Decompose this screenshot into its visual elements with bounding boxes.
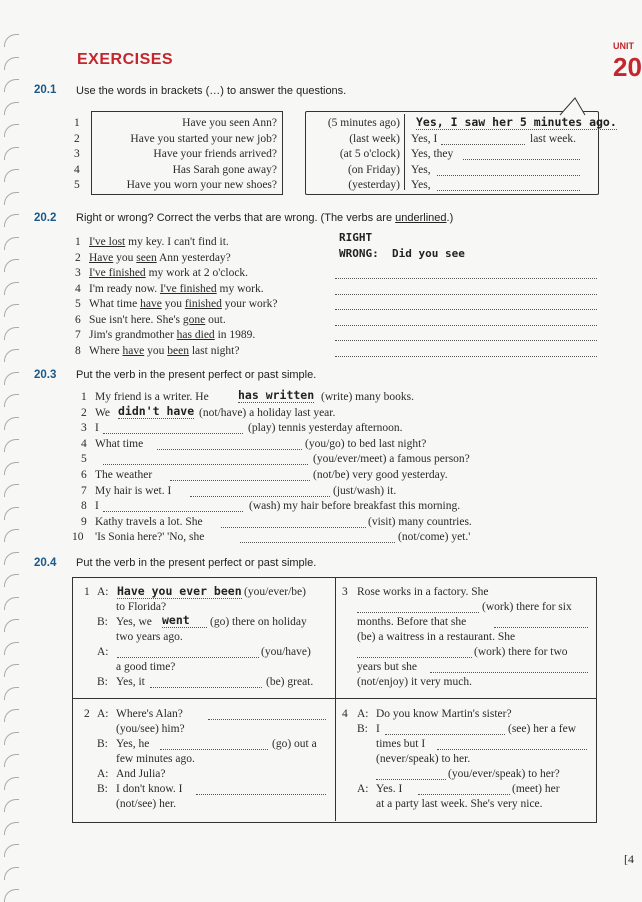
sentence-text: Jim's grandmother: [89, 329, 177, 341]
dialogue-text: (see) her a few: [508, 723, 576, 735]
ring-icon: [4, 844, 19, 857]
sentence-text: last night?: [188, 344, 240, 357]
dialogue-text: times but I: [376, 738, 426, 750]
sentence-text: Ann yesterday?: [156, 251, 231, 264]
item-number: 3: [75, 267, 81, 279]
ring-icon: [4, 439, 19, 452]
dialogue-number: 2: [84, 708, 90, 720]
correction: Did you see: [392, 247, 465, 260]
unit-number: 20: [613, 52, 642, 82]
section-instruction: [76, 212, 453, 224]
dialogue-number: 4: [342, 708, 348, 720]
answer-blank[interactable]: [441, 144, 525, 145]
ring-icon: [4, 417, 19, 430]
sentence-start: My friend is a writer. He: [95, 391, 209, 403]
handwritten-answer: didn't have: [118, 403, 195, 418]
ring-icon: [4, 732, 19, 745]
verb-prompt: (write) many books.: [321, 391, 414, 403]
sentence: [89, 329, 255, 341]
answer-blank[interactable]: [157, 449, 302, 450]
dialogue-text: (you/have): [261, 646, 311, 658]
verb-prompt: (visit) many countries.: [368, 515, 472, 528]
underlined-verb: Have: [89, 251, 114, 264]
grid-divider-horizontal: [72, 698, 596, 699]
dialogue-text: (work) there for six: [482, 601, 572, 613]
answer-prompt: Yes,: [411, 163, 431, 176]
sentence: [89, 267, 248, 279]
ring-icon: [4, 282, 19, 295]
dialogue-text: Yes, we: [116, 616, 152, 628]
ring-icon: [4, 597, 19, 610]
ring-icon: [4, 777, 19, 790]
speaker-b: B:: [97, 676, 108, 688]
item-number: 5: [75, 298, 81, 310]
speaker-a: A:: [97, 708, 109, 720]
verb-prompt: (not/be) very good yesterday.: [313, 469, 448, 481]
answer-blank[interactable]: [437, 190, 580, 191]
sentence-text: out.: [205, 313, 226, 326]
answer-blank[interactable]: [430, 672, 588, 673]
ring-icon: [4, 147, 19, 160]
answer-blank[interactable]: [335, 356, 597, 357]
sentence-text: my work.: [216, 282, 264, 295]
sentence-text: Where: [89, 344, 123, 357]
item-number: 7: [81, 484, 87, 497]
answer-blank[interactable]: [103, 464, 308, 465]
ring-icon: [4, 192, 19, 205]
item-number: 1: [74, 117, 80, 129]
ring-icon: [4, 484, 19, 497]
section-instruction: Use the words in brackets (…) to answer the questions.: [76, 85, 347, 97]
verb-prompt: (wash) my hair before breakfast this morning.: [249, 500, 461, 513]
answer-blank[interactable]: [335, 309, 597, 310]
sentence: [89, 314, 226, 326]
sentence-text: Sue isn't here. She's: [89, 313, 183, 326]
ring-icon: [4, 57, 19, 70]
dialogue-text: few minutes ago.: [116, 753, 195, 765]
item-number: 6: [75, 313, 81, 326]
instruction-text-end: .): [446, 212, 454, 224]
dialogue-text: two years ago.: [116, 631, 183, 643]
ring-icon: [4, 664, 19, 677]
item-number: 5: [74, 179, 80, 191]
ring-icon: [4, 79, 19, 92]
answer-prompt: Yes, they: [411, 148, 454, 160]
speaker-a: A:: [357, 708, 369, 720]
section-instruction: Put the verb in the present perfect or past simple.: [76, 557, 317, 569]
ring-icon: [4, 102, 19, 115]
item-number: 4: [75, 282, 81, 295]
dialogue-text: I: [376, 723, 380, 735]
sentence-start: We: [95, 406, 111, 419]
dialogue-text: (not/enjoy) it very much.: [357, 676, 472, 688]
ring-icon: [4, 327, 19, 340]
dialogue-number: 1: [84, 586, 90, 598]
dialogue-text: years but she: [357, 661, 418, 673]
dialogue-text: (you/ever/be): [244, 586, 306, 598]
dialogue-text: (go) there on holiday: [210, 616, 307, 628]
underlined-verb: have: [122, 344, 145, 357]
dialogue-text: Yes, it: [116, 676, 145, 688]
section-instruction: Put the verb in the present perfect or past simple.: [76, 369, 317, 381]
dialogue-text: (go) out a: [272, 738, 317, 750]
answer-blank[interactable]: [103, 511, 243, 512]
underlined-verb: I've lost: [89, 236, 126, 248]
question-text: Have you worn your new shoes?: [126, 179, 277, 191]
dialogue-text: (meet) her: [512, 783, 560, 795]
question-text: Have you started your new job?: [130, 132, 277, 145]
sentence-start: The weather: [95, 469, 153, 481]
ring-icon: [4, 462, 19, 475]
sentence-text: in 1989.: [214, 329, 256, 341]
dialogue-number: 3: [342, 586, 348, 598]
dialogue-text: months. Before that she: [357, 616, 467, 628]
answer-blank[interactable]: [160, 749, 268, 750]
wrong-label: WRONG:: [339, 247, 379, 260]
unit-label: UNIT: [613, 41, 634, 51]
answer-blank[interactable]: [240, 542, 395, 543]
sentence: [89, 345, 239, 357]
ring-icon: [4, 394, 19, 407]
verb-prompt: (play) tennis yesterday afternoon.: [248, 422, 403, 435]
dialogue-text: Do you know Martin's sister?: [376, 708, 512, 720]
page-number: [4: [624, 852, 634, 866]
dialogue-text: at a party last week. She's very nice.: [376, 798, 543, 810]
answer-blank[interactable]: [335, 278, 597, 279]
dialogue-text: to Florida?: [116, 601, 167, 613]
speaker-b: B:: [97, 616, 108, 628]
handwritten-answer: Yes, I saw her 5 minutes ago.: [416, 115, 617, 129]
underlined-verb: seen: [136, 251, 157, 264]
answer-blank[interactable]: [170, 480, 310, 481]
dialogue-text: Yes. I: [376, 783, 403, 795]
verb-prompt: (you/go) to bed last night?: [305, 437, 427, 450]
dialogue-text: (be) a waitress in a restaurant. She: [357, 631, 516, 643]
speaker-a: A:: [97, 768, 109, 780]
sentence-start: 'Is Sonia here?' 'No, she: [95, 531, 205, 544]
speaker-a: A:: [97, 646, 109, 658]
item-number: 4: [74, 163, 80, 176]
speaker-a: A:: [357, 783, 369, 795]
ring-icon: [4, 889, 19, 902]
answer-blank[interactable]: [494, 627, 588, 628]
sentence-start: I: [95, 422, 99, 435]
speaker-b: B:: [357, 723, 368, 735]
section-number: 20.4: [34, 557, 57, 569]
item-number: 9: [81, 515, 87, 528]
grid-divider-vertical: [335, 577, 336, 821]
answer-blank[interactable]: [335, 325, 597, 326]
page-title: EXERCISES: [77, 51, 174, 68]
item-number: 8: [81, 500, 87, 513]
item-number: 5: [81, 453, 87, 466]
sentence: [89, 252, 231, 264]
section-number: 20.1: [34, 84, 57, 96]
answer-blank[interactable]: [357, 612, 479, 613]
speaker-b: B:: [97, 738, 108, 750]
sentence-text: my work at 2 o'clock.: [145, 267, 249, 279]
item-number: 6: [81, 469, 87, 481]
time-phrase: (on Friday): [347, 163, 400, 176]
sentence-text: you: [113, 251, 137, 264]
sentence-text: your work?: [221, 298, 278, 310]
instruction-text: Right or wrong? Correct the verbs that are wrong. (The verbs are: [76, 212, 396, 224]
sentence-text: you: [161, 298, 185, 310]
dialogue-text: I don't know. I: [116, 783, 183, 795]
answer-blank[interactable]: [357, 657, 472, 658]
answer-blank[interactable]: [208, 719, 326, 720]
underlined-verb: have: [140, 298, 162, 310]
underlined-verb: been: [167, 344, 189, 357]
answer-blank[interactable]: [103, 433, 243, 434]
sentence-start: I: [95, 500, 99, 513]
item-number: 2: [81, 406, 87, 419]
item-number: 1: [75, 236, 81, 248]
underlined-verb: gone: [182, 313, 206, 326]
spiral-binding: [0, 0, 26, 901]
sentence-start: My hair is wet. I: [95, 484, 172, 497]
answer-blank[interactable]: [150, 687, 262, 688]
time-phrase: (5 minutes ago): [327, 117, 400, 129]
ring-icon: [4, 754, 19, 767]
ring-icon: [4, 642, 19, 655]
ring-icon: [4, 237, 19, 250]
answer-blank[interactable]: [196, 794, 326, 795]
speaker-b: B:: [97, 783, 108, 795]
answer-end: last week.: [530, 132, 576, 145]
answer-blank[interactable]: [385, 734, 505, 735]
underlined-verb: I've finished: [89, 267, 146, 279]
ring-icon: [4, 304, 19, 317]
verb-prompt: (not/come) yet.': [398, 531, 471, 544]
ring-icon: [4, 552, 19, 565]
ring-icon: [4, 574, 19, 587]
handwritten-answer: has written: [238, 388, 315, 402]
ring-icon: [4, 349, 19, 362]
item-number: 2: [74, 132, 80, 145]
ring-icon: [4, 619, 19, 632]
dialogue-text: (never/speak) to her.: [376, 753, 471, 765]
ring-icon: [4, 507, 19, 520]
sentence-text: you: [144, 344, 168, 357]
dialogue-text: (be) great.: [266, 676, 314, 688]
speech-arrow: [555, 95, 595, 117]
speaker-a: A:: [97, 586, 109, 598]
answer-blank[interactable]: [335, 294, 597, 295]
sentence: [89, 236, 229, 248]
sentence-start: What time: [95, 437, 144, 450]
dialogue-text: (you/ever/speak) to her?: [448, 768, 560, 780]
answer-blank[interactable]: [437, 749, 587, 750]
ring-icon: [4, 34, 19, 47]
handwritten-answer: Have you ever been: [117, 584, 242, 598]
ring-icon: [4, 799, 19, 812]
answer-blank[interactable]: [117, 657, 259, 658]
dialogue-text: (work) there for two: [474, 646, 568, 658]
ring-icon: [4, 687, 19, 700]
handwritten-answer: [339, 247, 465, 260]
sentence-text: my key. I can't find it.: [125, 236, 229, 248]
handwritten-answer: RIGHT: [339, 231, 373, 244]
underlined-verb: I've finished: [159, 282, 217, 295]
answer-blank[interactable]: [190, 496, 330, 497]
sentence-start: Kathy travels a lot. She: [95, 515, 203, 528]
sentence-text: I'm ready now.: [89, 282, 160, 295]
time-phrase: (at 5 o'clock): [339, 148, 400, 160]
sentence-text: What time: [89, 298, 141, 310]
dialogue-text: (you/see) him?: [116, 723, 185, 735]
time-phrase: (yesterday): [348, 179, 400, 191]
dialogue-text: Yes, he: [116, 738, 150, 750]
item-number: 1: [81, 391, 87, 403]
ring-icon: [4, 822, 19, 835]
dialogue-text: Where's Alan?: [116, 708, 183, 720]
item-number: 2: [75, 251, 81, 264]
ring-icon: [4, 867, 19, 880]
ring-icon: [4, 709, 19, 722]
underlined-verb: finished: [184, 298, 222, 310]
answer-prompt: Yes,: [411, 179, 431, 191]
ring-icon: [4, 214, 19, 227]
section-number: 20.3: [34, 369, 57, 381]
item-number: 4: [81, 437, 87, 450]
verb-prompt: (you/ever/meet) a famous person?: [313, 453, 470, 466]
question-text: Have you seen Ann?: [182, 117, 277, 129]
item-number: 8: [75, 344, 81, 357]
dialogue-text: (not/see) her.: [116, 798, 177, 810]
dialogue-text: And Julia?: [116, 768, 166, 780]
box-divider: [404, 114, 405, 190]
ring-icon: [4, 169, 19, 182]
verb-prompt: (just/wash) it.: [333, 484, 397, 497]
dialogue-text: Rose works in a factory. She: [357, 586, 489, 598]
ring-icon: [4, 372, 19, 385]
ring-icon: [4, 124, 19, 137]
item-number: 10: [72, 531, 84, 544]
answer-blank[interactable]: [418, 794, 510, 795]
answer-blank[interactable]: [437, 175, 580, 176]
item-number: 3: [74, 148, 80, 160]
item-number: 3: [81, 422, 87, 435]
answer-blank[interactable]: [376, 779, 446, 780]
handwritten-answer: went: [162, 613, 207, 628]
time-phrase: (last week): [349, 132, 400, 145]
ring-icon: [4, 529, 19, 542]
instruction-underlined: underlined: [395, 212, 447, 224]
answer-blank[interactable]: [335, 340, 597, 341]
answer-prompt: Yes, I: [411, 132, 438, 145]
item-number: 7: [75, 329, 81, 341]
section-number: 20.2: [34, 212, 57, 224]
verb-prompt: (not/have) a holiday last year.: [199, 406, 336, 419]
answer-blank[interactable]: [463, 159, 580, 160]
answer-blank[interactable]: [221, 527, 366, 528]
underlined-verb: has died: [176, 329, 215, 341]
question-text: Has Sarah gone away?: [172, 163, 277, 176]
question-text: Have your friends arrived?: [153, 148, 277, 160]
dialogue-text: a good time?: [116, 661, 176, 673]
sentence: [89, 298, 277, 310]
sentence: [89, 283, 264, 295]
ring-icon: [4, 259, 19, 272]
